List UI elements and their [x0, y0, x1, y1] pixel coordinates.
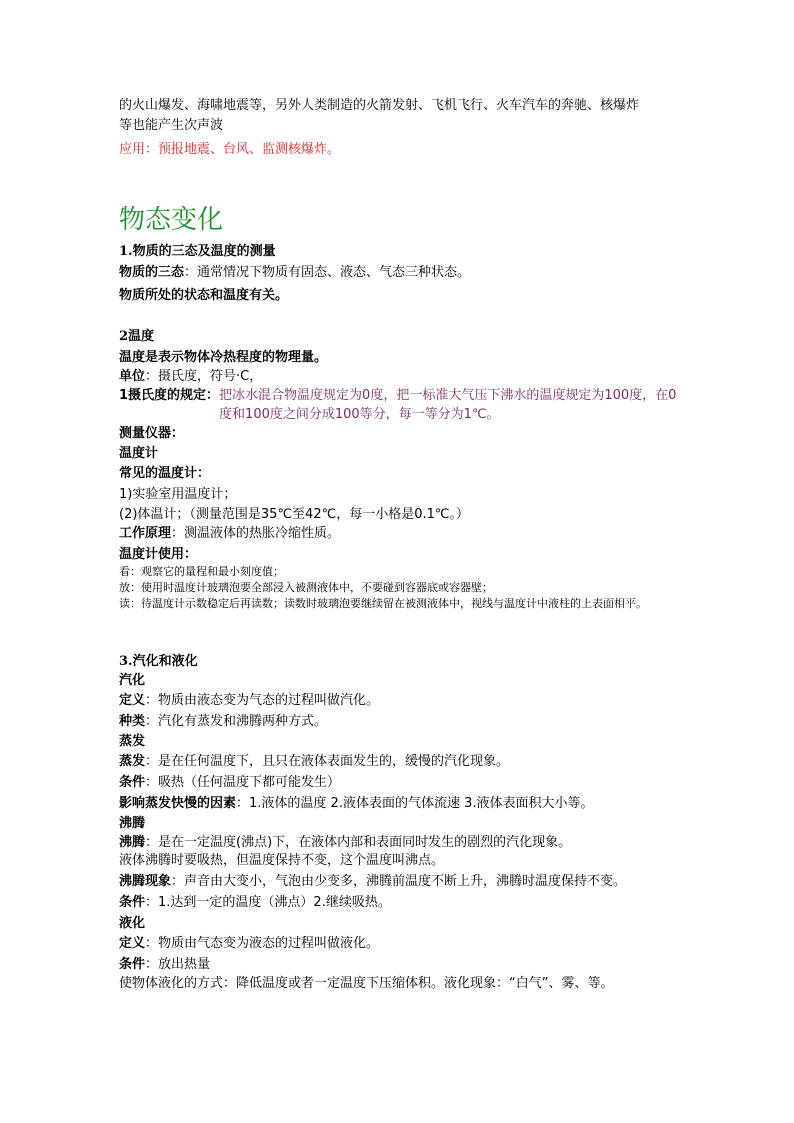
common-thermometers-label: 常见的温度计： [119, 466, 211, 481]
principle-text: ：测温液体的热胀冷缩性质。 [171, 526, 341, 541]
boiling-phenomenon [119, 872, 626, 891]
boiling-condition [119, 893, 391, 912]
liquefaction-cond-text: ：放出热量 [145, 957, 211, 972]
intro-line-1: 的火山爆发、海啸地震等，另外人类制造的火箭发射、飞机飞行、火车汽车的奔驰、核爆炸 [119, 98, 640, 113]
boiling-heading: 沸腾 [119, 816, 146, 831]
unit-line [119, 367, 262, 386]
vaporization-definition [119, 691, 379, 710]
celsius-definition [119, 386, 679, 424]
boiling-text: ：是在一定温度(沸点)下，在液体内部和表面同时发生的剧烈的汽化现象。 [145, 835, 572, 850]
boiling-cond-text: ：1.达到一定的温度（沸点）2.继续吸热。 [145, 895, 391, 910]
liquefaction-definition [119, 934, 379, 953]
three-states-label: 物质的三态 [119, 265, 185, 280]
section-3-heading: 3.汽化和液化 [119, 654, 198, 669]
principle-label: 工作原理 [119, 526, 172, 541]
vaporization-kinds [119, 712, 327, 731]
section-2-heading: 2温度 [119, 329, 155, 344]
unit-text: ：摄氏度，符号·C， [145, 369, 263, 384]
celsius-text: 把冰水混合物温度规定为0度，把一标准大气压下沸水的温度规定为100度，在0度和100度之间分成100等分，每一等分为1℃。 [219, 388, 677, 422]
chapter-title: 物态变化 [119, 205, 224, 235]
usage-put: 放：使用时温度计玻璃泡要全部浸入被测液体中，不要碰到容器底或容器壁； [119, 581, 493, 594]
liquefaction-cond-label: 条件 [119, 957, 146, 972]
temperature-definition: 温度是表示物体冷热程度的物理量。 [119, 350, 328, 365]
three-states-text: ：通常情况下物质有固态、液态、气态三种状态。 [184, 265, 471, 280]
three-states-line [119, 263, 470, 282]
evaporation-cond-label: 条件 [119, 775, 146, 790]
unit-label: 单位 [119, 369, 146, 384]
liquefaction-methods: 使物体液化的方式：降低温度或者一定温度下压缩体积。液化现象：“白气”、雾、等。 [119, 976, 614, 991]
vaporization-heading: 汽化 [119, 673, 146, 688]
principle-line [119, 524, 340, 543]
usage-look: 看：观察它的量程和最小刻度值； [119, 565, 284, 578]
instrument-label: 测量仪器： [119, 426, 185, 441]
evaporation-factors [119, 794, 594, 813]
liquefaction-heading: 液化 [119, 916, 146, 931]
section-1-heading: 1.物质的三态及温度的测量 [119, 244, 276, 259]
evaporation-cond-text: ：吸热（任何温度下都可能发生） [145, 775, 341, 790]
usage-label: 温度计使用： [119, 547, 198, 562]
evaporation-factor-text: ：1.液体的温度 2.液体表面的气体流速 3.液体表面积大小等。 [236, 796, 594, 811]
thermometer-label: 温度计 [119, 446, 159, 461]
boiling-cond-label: 条件 [119, 895, 146, 910]
boiling-phen-text: ：声音由大变小，气泡由少变多，沸腾前温度不断上升，沸腾时温度保持不变。 [171, 874, 627, 889]
evaporation-label: 蒸发 [119, 754, 146, 769]
evaporation-factor-label: 影响蒸发快慢的因素 [119, 796, 237, 811]
evaporation-heading: 蒸发 [119, 734, 146, 749]
liquefaction-def-text: ：物质由气态变为液态的过程叫做液化。 [145, 936, 380, 951]
vaporization-def-text: ：物质由液态变为气态的过程叫做汽化。 [145, 693, 380, 708]
boiling-note: 液体沸腾时要吸热，但温度保持不变，这个温度叫沸点。 [119, 853, 445, 868]
liquefaction-condition [119, 955, 210, 974]
boiling-label: 沸腾 [119, 835, 146, 850]
liquefaction-def-label: 定义 [119, 936, 146, 951]
vaporization-kind-label: 种类 [119, 714, 146, 729]
boiling-phen-label: 沸腾现象 [119, 874, 172, 889]
lab-thermometer: 1)实验室用温度计； [119, 487, 237, 502]
evaporation-text: ：是在任何温度下，且只在液体表面发生的，缓慢的汽化现象。 [145, 754, 510, 769]
intro-line-2: 等也能产生次声波 [119, 118, 224, 133]
clinical-thermometer: (2)体温计；（测量范围是35℃至42℃，每一小格是0.1℃。） [119, 507, 469, 522]
vaporization-kind-text: ：汽化有蒸发和沸腾两种方式。 [145, 714, 328, 729]
evaporation-definition [119, 752, 509, 771]
boiling-definition [119, 833, 571, 852]
application-line: 应用：预报地震、台风、监测核爆炸。 [119, 142, 341, 157]
usage-read: 读：待温度计示数稳定后再读数；读数时玻璃泡要继续留在被测液体中，视线与温度计中液柱的上表面相平。 [119, 597, 647, 610]
celsius-label: 1摄氏度的规定： [119, 388, 220, 403]
evaporation-condition [119, 773, 340, 792]
state-dependence: 物质所处的状态和温度有关。 [119, 288, 289, 303]
vaporization-def-label: 定义 [119, 693, 146, 708]
